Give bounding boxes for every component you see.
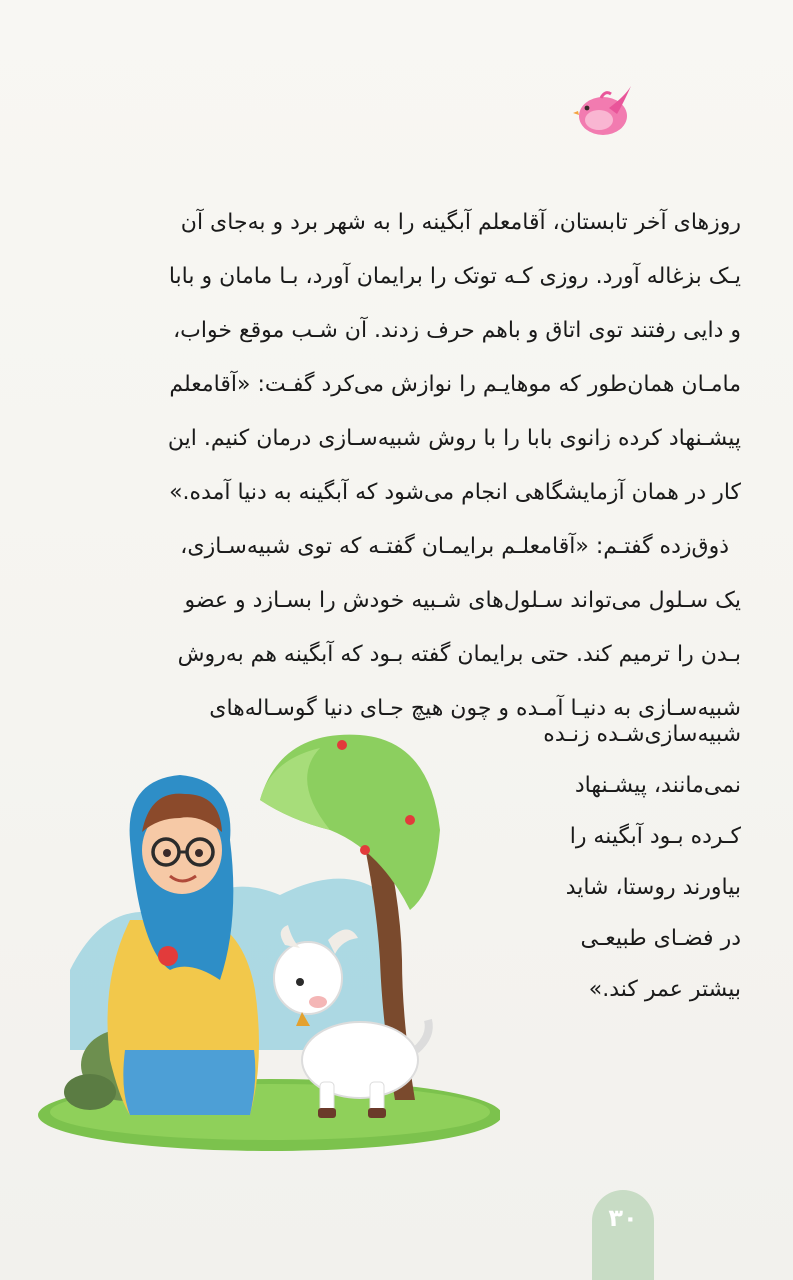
text-line: مامـان همان‌طور که موهایـم را نوازش می‌کرد گفـت: «آقامعلم (169, 372, 741, 397)
text-line: شبیه‌سـازی به دنیـا آمـده و چون هیچ جـای دنیا گوسـاله‌های (209, 696, 741, 721)
apple (158, 946, 178, 966)
text-line: بیاورند روستا، شاید (565, 875, 741, 900)
goat (302, 1022, 418, 1098)
story-text (61, 196, 741, 736)
text-line: بیشتر عمر کند.» (588, 977, 741, 1002)
bird-icon (573, 82, 633, 138)
page-number: ۳۰ (608, 1204, 638, 1232)
text-line: شبیه‌سازی‌شـده زنـده (543, 722, 741, 747)
text-line: ذوق‌زده گفتـم: «آقامعلـم برایمـان گفتـه که توی شبیه‌سـازی، (180, 534, 729, 559)
text-line: روزهای آخر تابستان، آقامعلم آبگینه را به شهر برد و به‌جای آن (180, 210, 741, 235)
text-line: کـرده بـود آبگینه را (569, 824, 741, 849)
text-line: بـدن را ترمیم کند. حتی برایمان گفته بـود که آبگینه هم به‌روش (177, 642, 741, 667)
text-line: یک سـلول می‌تواند سـلول‌های شـبیه خودش را بسـازد و عضو (184, 588, 741, 613)
text-line: پیشـنهاد کرده زانوی بابا را با روش شبیه‌سـازی درمان کنیم. این (167, 426, 741, 451)
text-line: کار در همان آزمایشگاهی انجام می‌شود که آبگینه به دنیا آمده.» (169, 480, 741, 505)
page-number-tab (592, 1190, 654, 1280)
text-line: در فضـای طبیعـی (580, 926, 741, 951)
text-line: و دایی رفتند توی اتاق و باهم حرف زدند. آن شـب موقع خواب، (173, 318, 741, 343)
text-line: یـک بزغاله آورد. روزی کـه توتک را برایمان آورد، بـا مامان و بابا (168, 264, 741, 289)
story-text-narrow (491, 709, 741, 1015)
story-illustration (30, 720, 500, 1160)
text-line: نمی‌مانند، پیشـنهاد (574, 773, 741, 798)
